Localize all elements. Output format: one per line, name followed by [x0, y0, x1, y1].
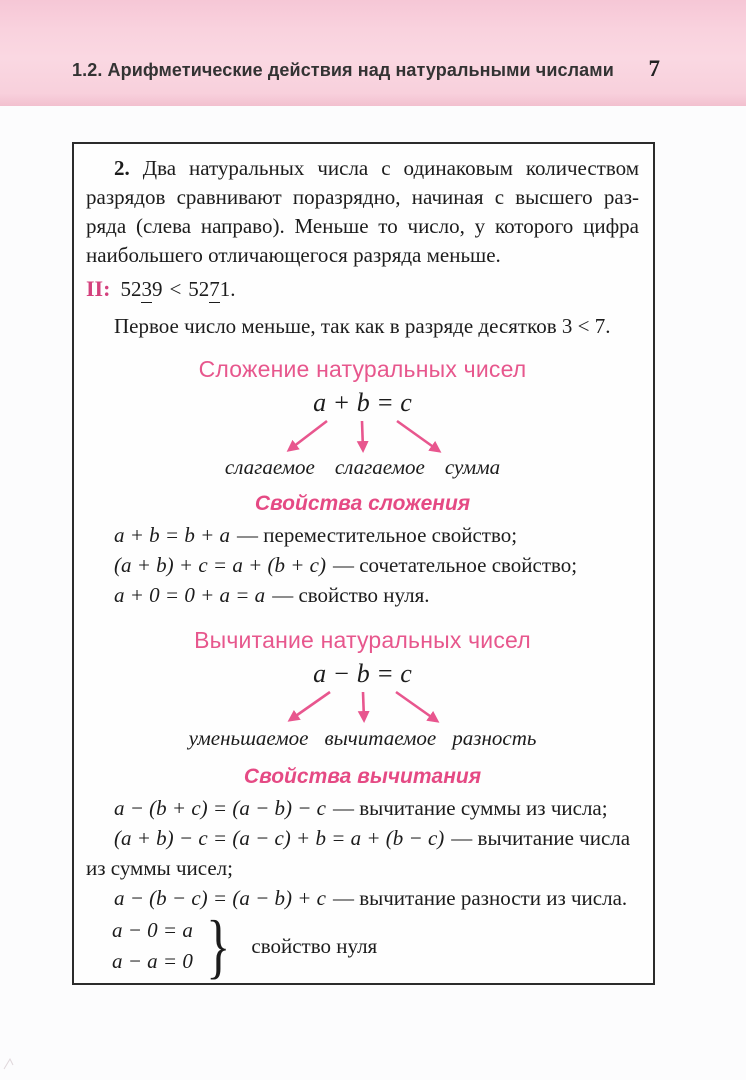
- description: — переместительное свойство;: [237, 523, 518, 547]
- rule-line-1-text: Два натуральных числа с одинаковым количеством: [142, 156, 640, 180]
- addition-arrows: [143, 419, 583, 455]
- zero-formula-2: a − a = 0: [112, 949, 193, 973]
- subtrahend-label: вычитаемое: [324, 726, 437, 750]
- subtraction-section: [86, 626, 639, 986]
- example-note: Первое число меньше, так как в разряде десятков 3 < 7.: [114, 314, 611, 338]
- rule-number: 2.: [114, 156, 130, 180]
- rule-box: [72, 142, 655, 985]
- arrow-to-sum-icon: [397, 421, 439, 451]
- addend2-label: слагаемое: [334, 455, 425, 479]
- formula: a − (b − c) = (a − b) + c: [114, 886, 326, 910]
- rule-line-2: разрядов сравнивают поразрядно, начиная с высшего раз-: [86, 185, 639, 209]
- addition-formula: a + b = c: [313, 388, 412, 417]
- formula: a + b = b + a: [114, 523, 231, 547]
- zero-property-label: свойство нуля: [251, 933, 378, 958]
- n1-prefix: 52: [120, 277, 142, 301]
- example-period: .: [230, 277, 236, 301]
- formula: a + 0 = 0 + a = a: [114, 583, 266, 607]
- n2-underlined-digit: 7: [209, 277, 220, 301]
- subtraction-term-labels: [86, 726, 639, 750]
- running-head: [0, 0, 746, 82]
- minuend-label: уменьшаемое: [188, 726, 309, 750]
- arrow-to-addend1-icon: [289, 421, 327, 450]
- addition-section: [86, 355, 639, 610]
- number-2: [188, 277, 230, 303]
- addition-term-labels: [86, 455, 639, 479]
- addition-heading: Сложение натуральных чисел: [198, 356, 527, 382]
- subtraction-property-sum-from-number: [86, 793, 639, 823]
- arrow-to-minuend-icon: [290, 692, 330, 720]
- description-line-2: из суммы чисел;: [86, 856, 233, 880]
- scan-artifact-mark: [3, 1057, 17, 1071]
- formula: a − (b + c) = (a − b) − c: [114, 796, 326, 820]
- arrow-to-difference-icon: [396, 692, 437, 721]
- less-than-sign: <: [169, 277, 182, 301]
- subtraction-zero-property: [112, 906, 639, 986]
- addition-property-zero: [86, 580, 639, 610]
- formula: (a + b) − c = (a − c) + b = a + (b − c): [114, 826, 445, 850]
- subtraction-properties: [86, 793, 639, 913]
- zero-property-formulas: [112, 915, 193, 977]
- rule-line-3: ряда (слева направо). Меньше то число, у которого цифра: [86, 214, 639, 238]
- rule-line-1: [86, 154, 639, 183]
- zero-formula-1: a − 0 = a: [112, 918, 193, 942]
- example-marker: II:: [86, 276, 111, 301]
- n2-suffix: 1: [219, 277, 231, 301]
- n2-prefix: 52: [188, 277, 210, 301]
- n1-suffix: 9: [151, 277, 163, 301]
- comparison-rule-paragraph: [86, 154, 639, 270]
- description: — свойство нуля.: [272, 583, 430, 607]
- formula: (a + b) + c = a + (b + c): [114, 553, 326, 577]
- subtraction-property-number-from-sum: [86, 823, 639, 883]
- subtraction-arrows: [143, 690, 583, 726]
- subtraction-property-difference-from-number: [86, 883, 639, 913]
- description: — вычитание суммы из числа;: [332, 796, 608, 820]
- addition-property-associative: [86, 550, 639, 580]
- n1-underlined-digit: 3: [141, 277, 152, 301]
- section-title: 1.2. Арифметические действия над натуральными числами: [72, 60, 614, 80]
- addition-properties: [86, 520, 639, 610]
- right-brace: }: [206, 906, 231, 986]
- arrow-to-addend2-icon: [362, 421, 363, 450]
- addition-properties-heading: Свойства сложения: [254, 492, 471, 515]
- rule-line-4: наибольшего отличающегося разряда меньше.: [86, 243, 501, 267]
- subtraction-properties-heading: Свойства вычитания: [243, 765, 482, 788]
- addition-property-commutative: [86, 520, 639, 550]
- arrow-to-subtrahend-icon: [363, 692, 364, 720]
- page-number: 7: [648, 56, 660, 81]
- number-1: [120, 277, 162, 303]
- difference-label: разность: [452, 726, 537, 750]
- description-line-1: — вычитание числа: [451, 826, 631, 850]
- addend1-label: слагаемое: [224, 455, 315, 479]
- subtraction-heading: Вычитание натуральных чисел: [194, 627, 531, 653]
- example-line: [86, 274, 639, 304]
- subtraction-formula: a − b = c: [313, 659, 412, 688]
- description: — сочетательное свойство;: [332, 553, 578, 577]
- sum-label: сумма: [444, 455, 501, 479]
- description: — вычитание разности из числа.: [332, 886, 628, 910]
